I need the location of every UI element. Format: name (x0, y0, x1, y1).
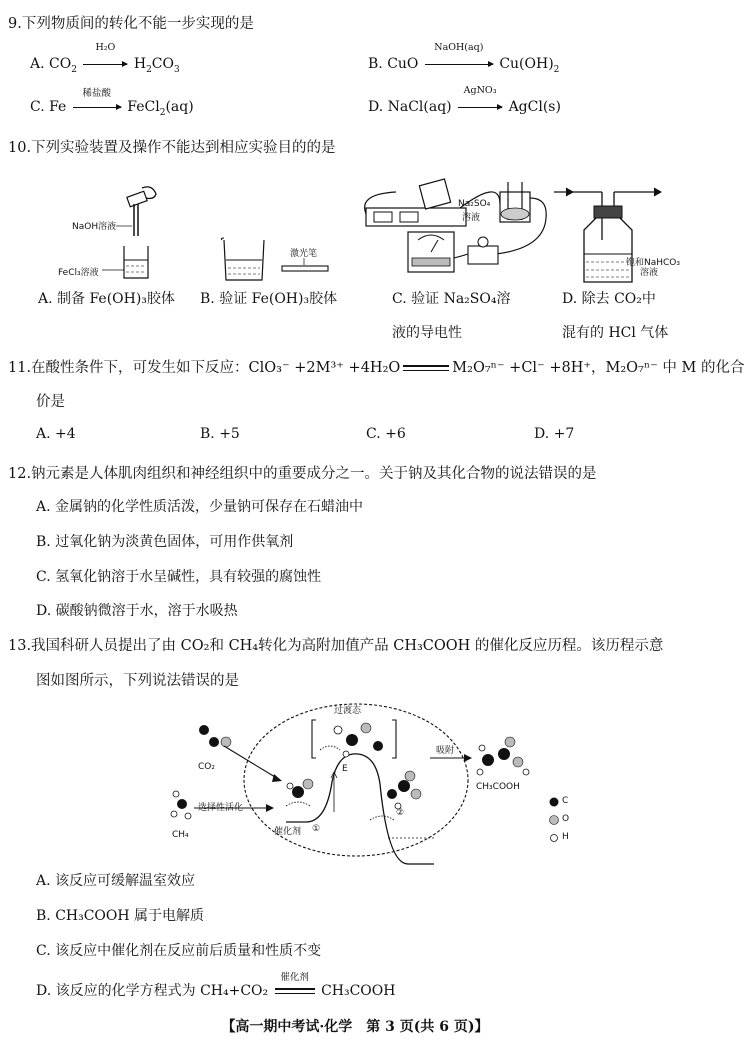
q9-option-d (368, 85, 561, 115)
q13-label-catalyst: 催化剂 (274, 827, 302, 837)
q11-option-b: B. +5 (200, 426, 240, 442)
q13-label-ch4: CH₄ (172, 830, 189, 840)
q10-stem: 10.下列实验装置及操作不能达到相应实验目的的是 (8, 140, 336, 156)
q9-a-sub: 2 (71, 64, 77, 75)
q9-b-arrow (425, 42, 493, 72)
q13-legend-c: C (562, 796, 569, 806)
q9-a-reactant: A. CO (30, 56, 72, 72)
q10-label-laser: 激光笔 (290, 249, 318, 259)
q13-diagram (166, 702, 586, 862)
q13-stem-line2: 图如图所示，下列说法错误的是 (36, 673, 239, 689)
q13-label-selective: 选择性活化 (198, 803, 244, 813)
q10-option-b: B. 验证 Fe(OH)₃胶体 (200, 291, 338, 307)
q13-d-equals (275, 972, 315, 999)
q9-a-product-h: H (133, 56, 147, 72)
q9-option-a: A. $CO_2$ H₂O $H_2CO_3$ (30, 42, 180, 75)
q11-stem-part1: 11.在酸性条件下，可发生如下反应：ClO₃⁻ +2M³⁺ +4H₂O (8, 360, 401, 376)
q13-option-c: C. 该反应中催化剂在反应前后质量和性质不变 (36, 943, 322, 959)
q13-d-product: CH₃COOH (321, 983, 396, 999)
q12-option-c: C. 氢氧化钠溶于水呈碱性，具有较强的腐蚀性 (36, 569, 322, 585)
q10-figure-b (216, 230, 336, 286)
q13-option-d (36, 972, 396, 1000)
q9-d-reactant: D. NaCl(aq) (368, 99, 452, 115)
q10-option-c-line2: 液的导电性 (392, 325, 462, 341)
q13-label-step1: ① (312, 824, 321, 834)
q11-option-d: D. +7 (534, 426, 575, 442)
q9-d-product: AgCl(s) (508, 99, 561, 115)
q9-stem: 9.下列物质间的转化不能一步实现的是 (8, 16, 254, 32)
q10-label-na2so4: Na₂SO₄ (458, 199, 491, 209)
q9-b-arrow-label: NaOH(aq) (434, 42, 484, 53)
q9-c-reactant: C. Fe (30, 99, 67, 115)
q13-legend-h: H (562, 832, 569, 842)
q13-label-step2: ② (396, 808, 405, 818)
q10-label-solution: 溶液 (462, 213, 481, 223)
q10-label-fecl3: FeCl₃溶液 (58, 268, 99, 278)
q13-d-reactants: D. 该反应的化学方程式为 CH₄+CO₂ (36, 983, 269, 999)
q9-d-arrow (458, 85, 502, 115)
q10-option-d-line1: D. 除去 CO₂中 (562, 291, 656, 307)
q13-label-transition: 过渡态 (334, 706, 362, 716)
q9-a-arrow (83, 42, 127, 72)
q10-label-naoh: NaOH溶液 (72, 222, 117, 232)
q13-option-b: B. CH₃COOH 属于电解质 (36, 908, 205, 924)
q11-option-a: A. +4 (36, 426, 76, 442)
q11-stem-line2: 价是 (36, 394, 65, 410)
q10-label-nahco3: 饱和NaHCO₃ (626, 258, 680, 268)
q13-label-energy: E (342, 764, 348, 774)
q10-option-d-line2: 混有的 HCl 气体 (562, 325, 669, 341)
q10-figure-c (360, 168, 550, 286)
q12-option-d: D. 碳酸钠微溶于水，溶于水吸热 (36, 603, 238, 619)
q10-option-c-line1: C. 验证 Na₂SO₄溶 (392, 291, 511, 307)
q11-equals-sign (403, 365, 449, 371)
q9-c-product: FeCl (127, 99, 160, 115)
q13-option-a: A. 该反应可缓解温室效应 (36, 873, 196, 889)
q11-stem-part2: M₂O₇ⁿ⁻ +Cl⁻ +8H⁺，M₂O₇ⁿ⁻ 中 M 的化合 (452, 360, 744, 376)
q9-option-c: C. Fe 稀盐酸 FeCl$_2$(aq) (30, 99, 194, 118)
q9-d-arrow-label: AgNO₃ (463, 85, 497, 96)
q13-label-co2: CO₂ (198, 762, 215, 772)
q12-option-b: B. 过氧化钠为淡黄色固体，可用作供氧剂 (36, 534, 294, 550)
q9-b-product: Cu(OH) (499, 56, 554, 72)
q11-option-c: C. +6 (366, 426, 406, 442)
q11-stem-line1 (8, 356, 744, 377)
q9-b-reactant: B. CuO (368, 56, 419, 72)
q9-c-arrow (73, 88, 121, 115)
q10-figure-d (548, 184, 688, 284)
page-footer: 【高一期中考试·化学 第 3 页(共 6 页)】 (221, 1019, 489, 1035)
q13-stem-line1: 13.我国科研人员提出了由 CO₂和 CH₄转化为高附加值产品 CH₃COOH 的催化反应历程。该历程示意 (8, 638, 664, 654)
q10-label-nahco3-2: 溶液 (640, 268, 659, 278)
q12-option-a: A. 金属钠的化学性质活泼，少量钠可保存在石蜡油中 (36, 499, 364, 515)
q13-label-desorb: 吸附 (436, 746, 455, 756)
q9-c-arrow-label: 稀盐酸 (82, 88, 112, 99)
q13-label-product: CH₃COOH (476, 782, 520, 792)
q13-d-catalyst-label: 催化剂 (280, 972, 309, 983)
q10-option-a: A. 制备 Fe(OH)₃胶体 (38, 291, 175, 307)
q12-stem: 12.钠元素是人体肌肉组织和神经组织中的重要成分之一。关于钠及其化合物的说法错误的是 (8, 466, 597, 482)
q9-a-arrow-label: H₂O (95, 42, 116, 53)
q9-option-b: B. CuO NaOH(aq) $Cu(OH)_2$ (368, 42, 560, 75)
q13-legend-o: O (562, 814, 570, 824)
